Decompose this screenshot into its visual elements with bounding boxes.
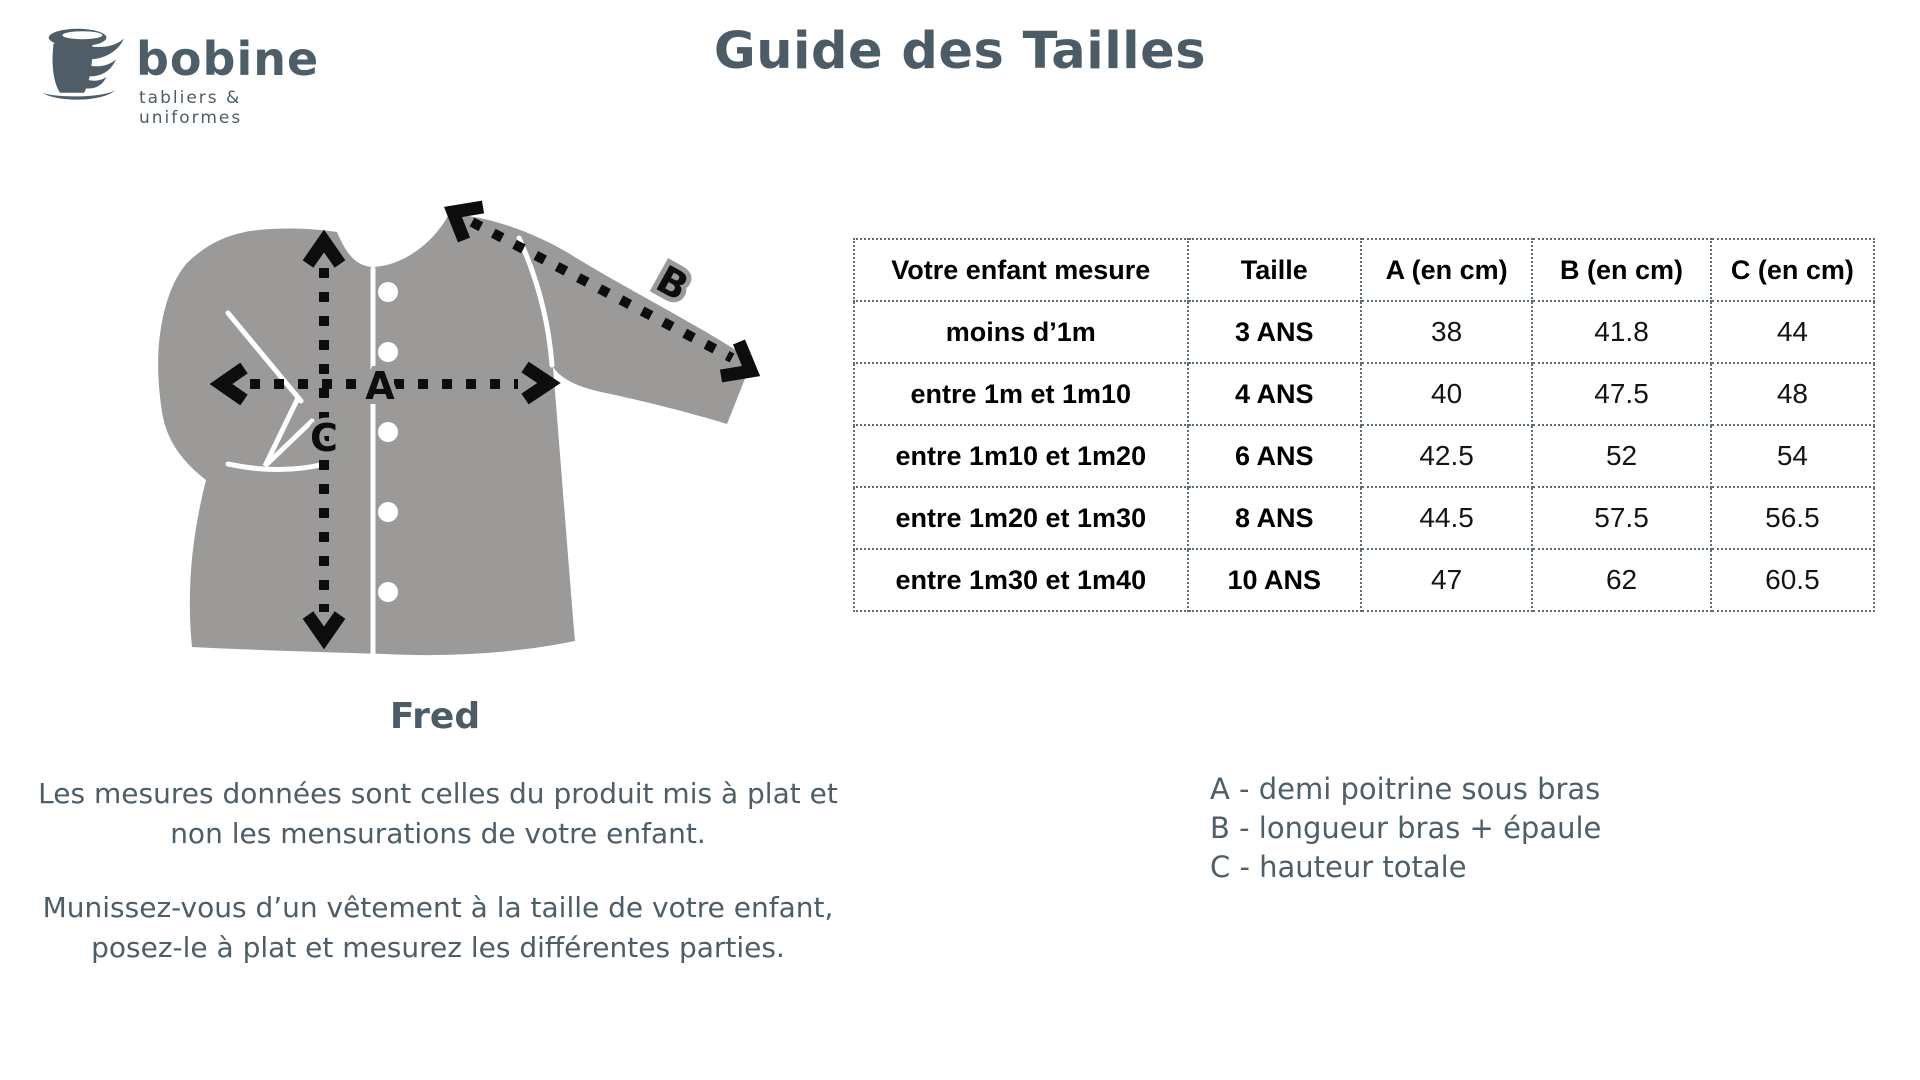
cell-taille: 6 ANS xyxy=(1188,425,1361,487)
cell-c: 60.5 xyxy=(1711,549,1874,611)
column-header-c: C (en cm) xyxy=(1711,239,1874,301)
note-line: non les mensurations de votre enfant. xyxy=(170,817,706,850)
cell-a: 42.5 xyxy=(1361,425,1532,487)
button xyxy=(378,282,398,302)
page-title: Guide des Tailles xyxy=(713,22,1207,81)
cell-b: 57.5 xyxy=(1532,487,1711,549)
brand-name: bobine xyxy=(136,32,320,86)
note-line: posez-le à plat et mesurez les différentes parties. xyxy=(91,931,785,964)
note-line: Munissez-vous d’un vêtement à la taille de votre enfant, xyxy=(42,891,834,924)
button xyxy=(378,502,398,522)
button xyxy=(378,422,398,442)
arrow-label-c: C xyxy=(310,416,338,460)
size-table xyxy=(853,238,1875,612)
cell-c: 54 xyxy=(1711,425,1874,487)
cell-mesure: moins d’1m xyxy=(854,301,1188,363)
cell-mesure: entre 1m30 et 1m40 xyxy=(854,549,1188,611)
button xyxy=(378,342,398,362)
note-line: Les mesures données sont celles du produit mis à plat et xyxy=(38,777,838,810)
table-row xyxy=(854,363,1874,425)
product-name: Fred xyxy=(389,696,481,737)
cell-taille: 4 ANS xyxy=(1188,363,1361,425)
brand-tagline: tabliers & uniformes xyxy=(139,88,243,128)
column-header-b: B (en cm) xyxy=(1532,239,1711,301)
column-header-taille: Taille xyxy=(1188,239,1361,301)
cell-a: 38 xyxy=(1361,301,1532,363)
legend-item-b: B - longueur bras + épaule xyxy=(1210,811,1602,845)
cell-c: 48 xyxy=(1711,363,1874,425)
cell-b: 62 xyxy=(1532,549,1711,611)
cell-a: 47 xyxy=(1361,549,1532,611)
size-table-container xyxy=(853,238,1875,612)
cell-mesure: entre 1m et 1m10 xyxy=(854,363,1188,425)
cell-taille: 10 ANS xyxy=(1188,549,1361,611)
table-row xyxy=(854,425,1874,487)
cell-b: 52 xyxy=(1532,425,1711,487)
table-row xyxy=(854,487,1874,549)
cell-a: 44.5 xyxy=(1361,487,1532,549)
cell-c: 56.5 xyxy=(1711,487,1874,549)
table-header-row xyxy=(854,239,1874,301)
cell-b: 41.8 xyxy=(1532,301,1711,363)
instruction-note xyxy=(18,888,858,968)
cell-b: 47.5 xyxy=(1532,363,1711,425)
legend-item-a: A - demi poitrine sous bras xyxy=(1210,772,1601,806)
arrow-label-a: A xyxy=(365,364,395,408)
legend-item-c: C - hauteur totale xyxy=(1210,850,1467,884)
arrow-label-b: B xyxy=(649,256,696,310)
cell-c: 44 xyxy=(1711,301,1874,363)
cell-mesure: entre 1m10 et 1m20 xyxy=(854,425,1188,487)
cell-a: 40 xyxy=(1361,363,1532,425)
button xyxy=(378,582,398,602)
cell-mesure: entre 1m20 et 1m30 xyxy=(854,487,1188,549)
measurement-note xyxy=(18,774,858,854)
column-header-mesure: Votre enfant mesure xyxy=(854,239,1188,301)
table-row xyxy=(854,301,1874,363)
measurement-legend xyxy=(1210,770,1601,887)
jacket-measurement-diagram xyxy=(60,150,780,690)
cell-taille: 3 ANS xyxy=(1188,301,1361,363)
cell-taille: 8 ANS xyxy=(1188,487,1361,549)
column-header-a: A (en cm) xyxy=(1361,239,1532,301)
table-row xyxy=(854,549,1874,611)
